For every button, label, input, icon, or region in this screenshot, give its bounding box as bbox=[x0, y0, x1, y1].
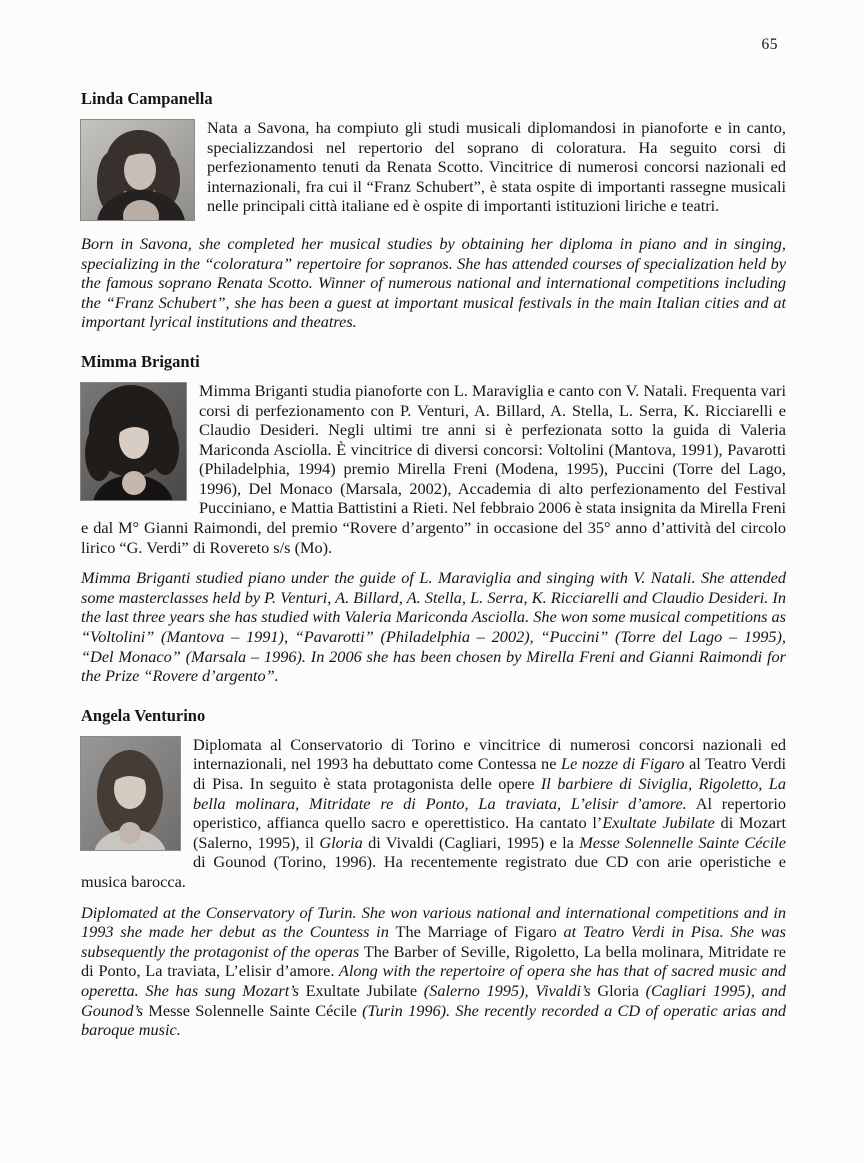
portrait-illustration bbox=[81, 737, 180, 850]
portrait-illustration bbox=[81, 120, 194, 220]
text-run: (Salerno 1995), Vivaldi’s bbox=[417, 980, 598, 1000]
bio-english-text bbox=[81, 568, 786, 686]
portrait-photo bbox=[81, 737, 180, 850]
text-run: al Teatro Verdi di Pisa. In seguito è stata protagonista delle opere bbox=[193, 754, 786, 793]
bio-italian-text bbox=[81, 381, 786, 557]
text-run: Al repertorio operistico, affianca quello sacro e operettistico. Ha cantato l’ bbox=[193, 793, 786, 833]
bio-body bbox=[81, 381, 786, 557]
bio-body bbox=[81, 118, 786, 223]
text-run: Exultate Jubilate bbox=[305, 980, 418, 1000]
text-run: Diplomated at the Conservatory of Turin. She won various national and international competitions and in 1993 she made her debut as the Countess in bbox=[81, 902, 786, 942]
portrait-illustration bbox=[81, 383, 186, 500]
text-run: Gloria bbox=[319, 832, 363, 852]
page-number: 65 bbox=[761, 36, 778, 53]
text-run: Il barbiere di Siviglia, Rigoletto, La bella molinara, Mitridate re di Ponto, La traviata, L’elisir d’amore. bbox=[193, 773, 786, 813]
bio-english-text bbox=[81, 234, 786, 332]
page-content bbox=[81, 90, 786, 1061]
text-run: di Gounod (Torino, 1996). Ha recentemente registrato due CD con arie operistiche e musica barocca. bbox=[81, 852, 786, 891]
text-run: Mimma Briganti studia pianoforte con L. Maraviglia e canto con V. Natali. Frequenta vari corsi di perfezionamento con P. Venturi, A. Billard, A. Stella, L. Serra, K. Ricciarelli e Claudio Desideri. Negli ultimi tre anni si è perfezionata sotto la guida di Valeria Mariconda Asciolla. È vincitrice di diversi concorsi: Voltolini (Mantova, 1991), Pavarotti (Philadelphia, 1994) premio Mirella Freni (Modena, 1995), Puccini (Torre del Lago, 1996), Del Monaco (Marsala, 2002), Accademia di alto perfezionamento del Festival Pucciniano, e Mattia Battistini a Rieti. Nel febbraio 2006 è stata insignita da Mirella Freni e dal M° Gianni Raimondi, del premio “Rovere d’argento” in occasione del 35° anno d’attività del circolo lirico “G. Verdi” di Rovereto s/s (Mo). bbox=[81, 380, 786, 557]
bio-section-angela-venturino bbox=[81, 707, 786, 1040]
text-run: Le nozze di Figaro bbox=[561, 754, 685, 774]
bio-section-linda-campanella bbox=[81, 90, 786, 332]
text-run: Born in Savona, she completed her musical studies by obtaining her diploma in piano and in singing, specializing in the “coloratura” repertoire for sopranos. She has attended courses of specialization held by the famous soprano Renata Scotto. Winner of numerous national and international competitions including the “Franz Schubert”, she has been a guest at important musical festivals in the main Italian cities and at important lyrical institutions and theatres. bbox=[81, 233, 786, 332]
text-run: Mimma Briganti studied piano under the guide of L. Maraviglia and singing with V. Natali. She attended some masterclasses held by P. Venturi, A. Billard, A. Stella, L. Serra, K. Ricciarelli and Claudio Desideri. In the last three years she has studied with Valeria Mariconda Asciolla. She won some musical competitions as “Voltolini” (Mantova – 1991), “Pavarotti” (Philadelphia – 2002), “Puccini” (Torre del Lago – 1995), “Del Monaco” (Marsala – 1996). In 2006 she has been chosen by Mirella Freni and Gianni Raimondi for the Prize “Rovere d’argento”. bbox=[81, 568, 787, 686]
text-run: Messe Solennelle Sainte Cécile bbox=[579, 832, 786, 852]
text-run: Messe Solennelle Sainte Cécile bbox=[148, 1000, 357, 1020]
text-run: (Turin 1996). She recently recorded a CD of operatic arias and baroque music. bbox=[81, 1000, 786, 1040]
bio-heading: Linda Campanella bbox=[81, 89, 213, 108]
text-run: di Vivaldi (Cagliari, 1995) e la bbox=[362, 832, 580, 852]
bio-english-text bbox=[81, 903, 786, 1040]
bio-body bbox=[81, 735, 786, 892]
portrait-photo bbox=[81, 383, 186, 500]
text-run: (Cagliari 1995), and Gounod’s bbox=[81, 980, 786, 1020]
text-run: The Barber of Seville, Rigoletto, La bella molinara, Mitridate re di Ponto, La traviata, L’elisir d’amore. bbox=[81, 941, 786, 981]
text-run: di Mozart (Salerno, 1995), il bbox=[193, 813, 786, 852]
text-run: Along with the repertoire of opera she has that of sacred music and operetta. She has sung Mozart’s bbox=[81, 961, 786, 1000]
text-run: Exultate Jubilate bbox=[602, 813, 715, 833]
text-run: Diplomata al Conservatorio di Torino e vincitrice di numerosi concorsi nazionali ed internazionali, nel 1993 ha debuttato come Contessa ne bbox=[193, 734, 786, 774]
text-run: Nata a Savona, ha compiuto gli studi musicali diplomandosi in pianoforte e in canto, specializzandosi nel repertorio del soprano di coloratura. Ha seguito corsi di perfezionamento tenuti da Renata Scotto. Vincitrice di numerosi concorsi nazionali ed internazionali, fra cui il “Franz Schubert”, è stata ospite di importanti rassegne musicali nelle principali città italiane ed è ospite di importanti istituzioni liriche e teatri. bbox=[207, 117, 786, 216]
text-run: at Teatro Verdi in Pisa. She was subsequently the protagonist of the operas bbox=[81, 922, 786, 961]
text-run: The Marriage of Figaro bbox=[395, 922, 557, 942]
bio-heading: Mimma Briganti bbox=[81, 351, 200, 371]
portrait-photo bbox=[81, 120, 194, 220]
bio-italian-text bbox=[81, 735, 786, 892]
bio-section-mimma-briganti bbox=[81, 353, 786, 686]
bio-heading: Angela Venturino bbox=[81, 705, 206, 725]
text-run: Gloria bbox=[597, 980, 639, 1000]
